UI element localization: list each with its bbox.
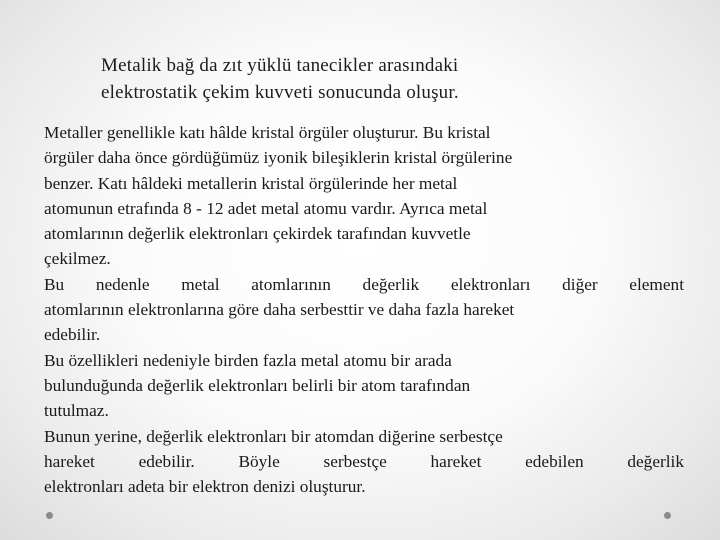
slide-title xyxy=(101,52,661,106)
decorative-dot-right xyxy=(664,512,671,519)
body-line: tutulmaz. xyxy=(44,401,109,421)
body-line: hareket edebilir. Böyle serbestçe hareket edebilen değerlik xyxy=(44,451,684,471)
body-line: atomlarının değerlik elektronları çekirdek tarafından kuvvetle xyxy=(44,224,471,244)
body-line: Bunun yerine, değerlik elektronları bir atomdan diğerine serbestçe xyxy=(44,426,503,446)
decorative-dot-left xyxy=(46,512,53,519)
slide-title-line-2: elektrostatik çekim kuvveti sonucunda oluşur. xyxy=(101,82,459,103)
body-line: örgüler daha önce gördüğümüz iyonik bileşiklerin kristal örgülerine xyxy=(44,148,513,168)
body-line: çekilmez. xyxy=(44,249,111,269)
slide-title-line-1: Metalik bağ da zıt yüklü tanecikler arasındaki xyxy=(101,55,459,76)
body-line: bulunduğunda değerlik elektronları belirli bir atom tarafından xyxy=(44,375,471,395)
body-line: Bu özellikleri nedeniyle birden fazla metal atomu bir arada xyxy=(44,350,452,370)
body-line: edebilir. xyxy=(44,325,101,345)
body-line: atomunun etrafında 8 - 12 adet metal atomu vardır. Ayrıca metal xyxy=(44,198,488,218)
body-line: benzer. Katı hâldeki metallerin kristal örgülerinde her metal xyxy=(44,173,458,193)
body-line: atomlarının elektronlarına göre daha serbesttir ve daha fazla hareket xyxy=(44,300,515,320)
slide-body xyxy=(44,120,684,499)
body-line: Metaller genellikle katı hâlde kristal örgüler oluşturur. Bu kristal xyxy=(44,123,491,142)
body-line: Bu nedenle metal atomlarının değerlik elektronları diğer element xyxy=(44,274,684,294)
body-line: elektronları adeta bir elektron denizi oluşturur. xyxy=(44,477,366,497)
